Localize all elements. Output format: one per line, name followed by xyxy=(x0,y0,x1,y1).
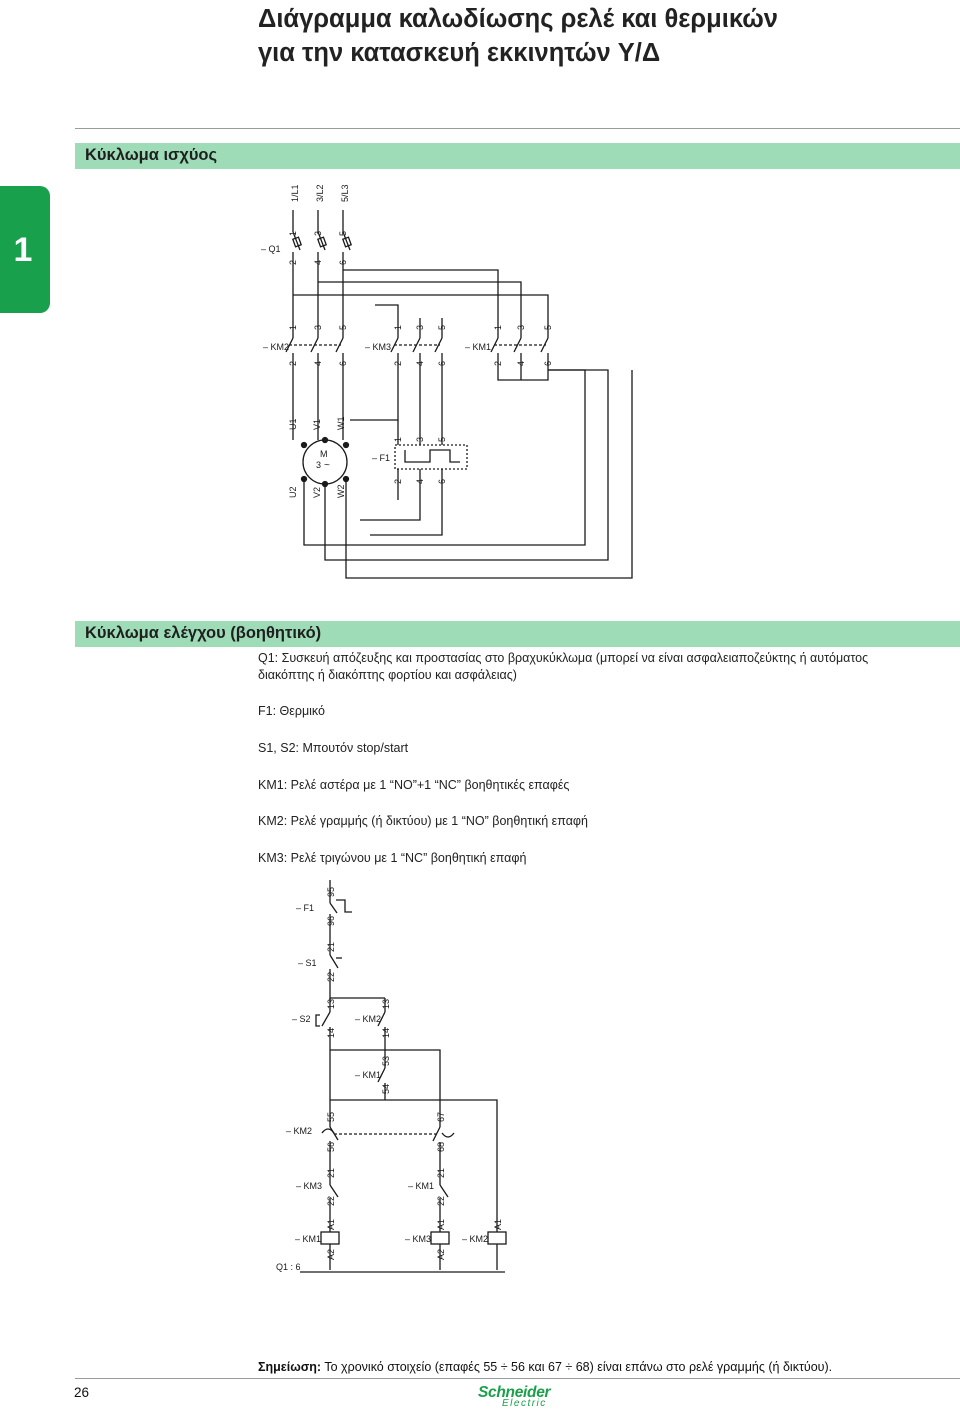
logo-subtitle: Electric xyxy=(502,1398,547,1409)
motor-v1: V1 xyxy=(312,418,322,430)
km1-terminal-54: 54 xyxy=(381,1083,391,1094)
km1-terminal-6: 6 xyxy=(543,360,553,366)
f1-terminal-4: 4 xyxy=(415,478,425,484)
legend-km3: KM3: Ρελέ τριγώνου με 1 “NC” βοηθητική επαφή xyxy=(258,851,527,865)
breaker-q1-label: – Q1 xyxy=(261,244,281,254)
f1-label: – F1 xyxy=(296,903,315,913)
km1-terminal-53: 53 xyxy=(381,1055,391,1066)
km3-terminal-6: 6 xyxy=(437,360,447,366)
km2-terminal-6: 6 xyxy=(338,360,348,366)
motor-symbol: M xyxy=(320,449,328,459)
km2-terminal-3: 3 xyxy=(313,324,323,330)
s1-terminal-22: 22 xyxy=(326,971,336,982)
f1-terminal-1: 1 xyxy=(393,436,403,442)
f1-terminal-96: 96 xyxy=(326,915,336,926)
chapter-number: 1 xyxy=(13,231,33,269)
s2-label: – S2 xyxy=(292,1014,311,1024)
q1-terminal-4: 4 xyxy=(313,259,323,265)
km2-hold-terminal-14: 14 xyxy=(381,1027,391,1038)
logo-wordmark: Schneider xyxy=(478,1384,551,1401)
f1-terminal-2: 2 xyxy=(393,478,403,484)
q1-terminal-1: 1 xyxy=(288,230,298,236)
page-title-line-2: για την κατασκευή εκκινητών Y/Δ xyxy=(258,39,661,67)
supply-reference: Q1 : 6 xyxy=(276,1262,301,1272)
supply-label-l1: 1/L1 xyxy=(290,184,300,202)
coil-km3-a2: A2 xyxy=(436,1248,446,1260)
km1-terminal-2: 2 xyxy=(493,360,503,366)
motor-w2: W2 xyxy=(336,484,346,498)
contactor-km3-label: – KM3 xyxy=(365,342,392,352)
coil-km1-a2: A2 xyxy=(326,1248,336,1260)
km2-terminal-55: 55 xyxy=(326,1111,336,1122)
s1-terminal-21: 21 xyxy=(326,941,336,952)
schneider-logo xyxy=(478,1384,558,1412)
coil-km2 xyxy=(488,1225,506,1270)
footnote xyxy=(258,1360,832,1374)
legend-f1: F1: Θερμικό xyxy=(258,704,325,718)
page-number: 26 xyxy=(74,1385,90,1400)
f1-terminal-5: 5 xyxy=(437,436,447,442)
control-section-heading: Κύκλωμα ελέγχου (βοηθητικό) xyxy=(85,624,322,642)
km1-no-label: – KM1 xyxy=(355,1070,382,1080)
legend-q1-line-1: Q1: Συσκευή απόζευξης και προστασίας στο βραχυκύκλωμα (μπορεί να είναι ασφαλειαποζεύκτης ή αυτόματος xyxy=(258,651,869,665)
km3-terminal-4: 4 xyxy=(415,360,425,366)
km2-terminal-5: 5 xyxy=(338,324,348,330)
coil-km2-a1: A1 xyxy=(493,1218,503,1230)
coil-km1-a1: A1 xyxy=(326,1218,336,1230)
km1-nc-label: – KM1 xyxy=(408,1181,435,1191)
legend-q1-line-2: διακόπτης ή διακόπτης φορτίου και ασφάλειας) xyxy=(258,668,517,682)
f1-terminal-95: 95 xyxy=(326,886,336,897)
km2-terminal-68: 68 xyxy=(436,1141,446,1152)
legend-km1: KM1: Ρελέ αστέρα με 1 “NO”+1 “NC” βοηθητικές επαφές xyxy=(258,778,570,792)
km3-nc-label: – KM3 xyxy=(296,1181,323,1191)
power-section-heading: Κύκλωμα ισχύος xyxy=(85,146,218,164)
km2-terminal-56: 56 xyxy=(326,1141,336,1152)
motor-v2: V2 xyxy=(312,486,322,498)
km3-terminal-5: 5 xyxy=(437,324,447,330)
km3-terminal-3: 3 xyxy=(415,324,425,330)
supply-label-l3: 5/L3 xyxy=(340,184,350,202)
s2-terminal-13: 13 xyxy=(326,998,336,1009)
legend-km2: KM2: Ρελέ γραμμής (ή δικτύου) με 1 “NO” βοηθητική επαφή xyxy=(258,814,588,828)
km1-terminal-5: 5 xyxy=(543,324,553,330)
legend-s1-s2: S1, S2: Μπουτόν stop/start xyxy=(258,741,409,755)
motor-u2: U2 xyxy=(288,486,298,498)
overload-f1-label: – F1 xyxy=(372,453,391,463)
coil-km1 xyxy=(321,1225,339,1270)
q1-terminal-5: 5 xyxy=(338,230,348,236)
km2-terminal-4: 4 xyxy=(313,360,323,366)
supply-label-l2: 3/L2 xyxy=(315,184,325,202)
km1-terminal-3: 3 xyxy=(516,324,526,330)
km3-terminal-21: 21 xyxy=(326,1167,336,1178)
km3-terminal-2: 2 xyxy=(393,360,403,366)
coil-km2-label: – KM2 xyxy=(462,1234,489,1244)
motor-w1: W1 xyxy=(336,416,346,430)
km3-terminal-22: 22 xyxy=(326,1195,336,1206)
coil-km1-label: – KM1 xyxy=(295,1234,322,1244)
q1-terminal-2: 2 xyxy=(288,259,298,265)
page-title-line-1: Διάγραμμα καλωδίωσης ρελέ και θερμικών xyxy=(258,5,778,33)
motor-phases: 3 xyxy=(316,460,322,470)
km1-terminal-1: 1 xyxy=(493,324,503,330)
coil-km3-a1: A1 xyxy=(436,1218,446,1230)
q1-terminal-6: 6 xyxy=(338,259,348,265)
motor-u1: U1 xyxy=(288,418,298,430)
km2-hold-terminal-13: 13 xyxy=(381,998,391,1009)
f1-terminal-6: 6 xyxy=(437,478,447,484)
footer-divider xyxy=(75,1378,960,1379)
km2-terminal-67: 67 xyxy=(436,1111,446,1122)
s1-label: – S1 xyxy=(298,958,317,968)
km3-terminal-1: 1 xyxy=(393,324,403,330)
km2-terminal-2: 2 xyxy=(288,360,298,366)
footnote-label: Σημείωση: xyxy=(258,1360,322,1374)
footnote-text: Το χρονικό στοιχείο (επαφές 55 ÷ 56 και 67 ÷ 68) είναι επάνω στο ρελέ γραμμής (ή δικτύου). xyxy=(321,1360,833,1374)
s2-terminal-14: 14 xyxy=(326,1027,336,1038)
coil-km3-label: – KM3 xyxy=(405,1234,432,1244)
f1-terminal-3: 3 xyxy=(415,436,425,442)
coil-km3 xyxy=(431,1225,449,1270)
km2-terminal-1: 1 xyxy=(288,324,298,330)
contactor-km2-label: – KM2 xyxy=(263,342,290,352)
q1-terminal-3: 3 xyxy=(313,230,323,236)
contactor-km1-label: – KM1 xyxy=(465,342,492,352)
km1-terminal-22: 22 xyxy=(436,1195,446,1206)
km2-timer-label: – KM2 xyxy=(286,1126,313,1136)
motor-ac-symbol: ~ xyxy=(324,460,330,471)
km1-terminal-21: 21 xyxy=(436,1167,446,1178)
km1-terminal-4: 4 xyxy=(516,360,526,366)
km2-hold-label: – KM2 xyxy=(355,1014,382,1024)
